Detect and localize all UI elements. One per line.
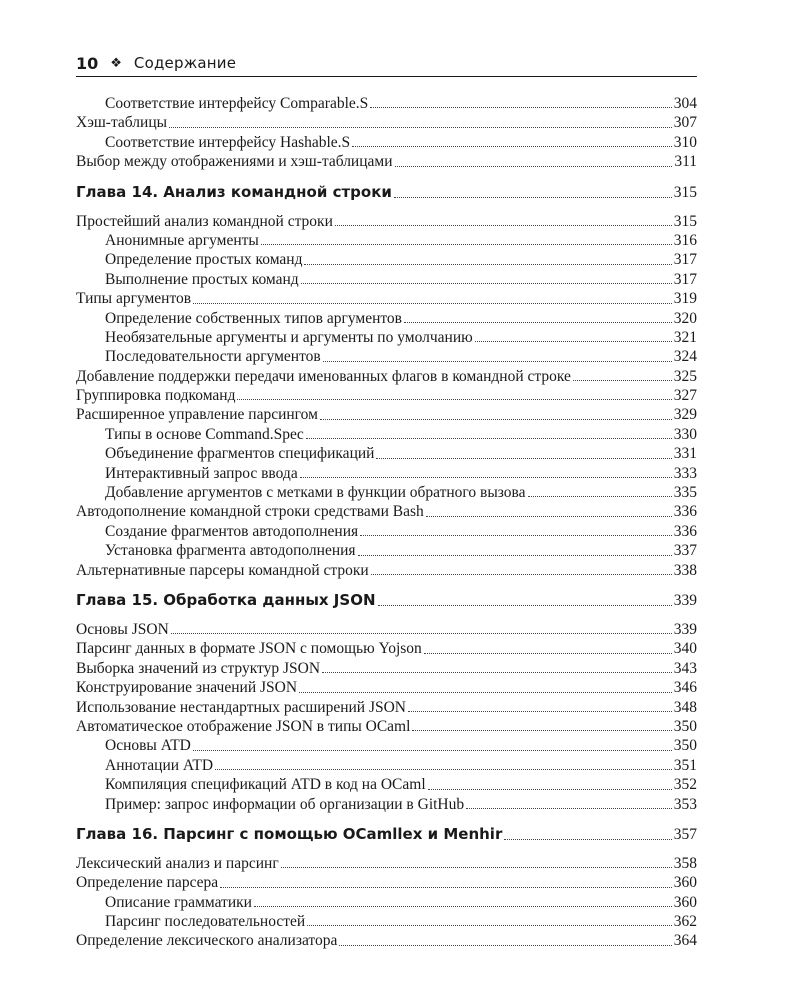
toc-entry-title: Глава 14. Анализ командной строки <box>76 182 392 201</box>
toc-section-entry <box>76 386 697 405</box>
toc-entry-title: Конструирование значений JSON <box>76 679 298 697</box>
toc-section-entry <box>76 405 697 424</box>
toc-entry-title: Типы аргументов <box>76 290 192 308</box>
toc-chapter-entry <box>76 181 697 203</box>
toc-entry-title: Соответствие интерфейсу Comparable.S <box>105 95 369 112</box>
toc-entry-title: Объединение фрагментов спецификаций <box>105 445 375 463</box>
toc-entry-page: 320 <box>673 309 697 327</box>
header-rule <box>76 76 697 77</box>
toc-entry-page: 310 <box>673 133 697 151</box>
toc-entry-title: Типы в основе Command.Spec <box>105 425 304 443</box>
toc-entry-page: 352 <box>673 776 697 794</box>
toc-entry-page: 324 <box>673 348 697 366</box>
toc-entry-title: Добавление аргументов с метками в функции обратного вызова <box>105 484 526 502</box>
toc-entry-page: 327 <box>673 387 697 405</box>
page-number: 10 <box>76 53 99 73</box>
toc-entry-page: 319 <box>673 290 697 308</box>
dot-leader <box>360 535 672 536</box>
toc-entry-title: Описание грамматики <box>105 893 252 911</box>
toc-entry-page: 339 <box>673 591 697 609</box>
toc-entry-title: Соответствие интерфейсу Hashable.S <box>105 133 351 151</box>
toc-entry-title: Альтернативные парсеры командной строки <box>76 561 369 579</box>
toc-section-entry <box>76 678 697 697</box>
toc-subsection-entry <box>76 231 697 250</box>
toc-entry-title: Расширенное управление парсингом <box>76 406 318 424</box>
toc-entry-page: 331 <box>673 445 697 463</box>
toc-subsection-entry <box>76 775 697 794</box>
dot-leader <box>370 107 671 108</box>
toc-section-entry <box>76 502 697 521</box>
toc-entry-title: Определение простых команд <box>105 251 303 269</box>
dot-leader <box>193 303 672 304</box>
toc-entry-page: 360 <box>673 874 697 892</box>
toc-section-entry <box>76 561 697 580</box>
toc-entry-page: 315 <box>673 212 697 230</box>
toc-entry-title: Группировка подкоманд <box>76 387 236 405</box>
toc-entry-page: 316 <box>673 231 697 249</box>
toc-entry-page: 325 <box>673 367 697 385</box>
toc-entry-title: Последовательности аргументов <box>105 348 321 366</box>
toc-entry-page: 311 <box>674 153 697 171</box>
dot-leader <box>426 516 672 517</box>
toc-entry-page: 337 <box>673 542 697 560</box>
toc-entry-title: Определение парсера <box>76 874 219 892</box>
toc-entry-title: Глава 16. Парсинг с помощью OCamllex и Menhir <box>76 824 503 843</box>
toc-entry-page: 336 <box>673 522 697 540</box>
toc-entry-title: Парсинг данных в формате JSON с помощью Yojson <box>76 640 422 658</box>
toc-subsection-entry <box>76 444 697 463</box>
toc-section-entry <box>76 212 697 231</box>
toc-section-entry <box>76 854 697 873</box>
dot-leader <box>378 605 672 606</box>
dot-leader <box>307 925 672 926</box>
toc-entry-page: 346 <box>673 679 697 697</box>
toc-section-entry <box>76 152 697 171</box>
toc-section-entry <box>76 659 697 678</box>
dot-leader <box>281 867 672 868</box>
toc-subsection-entry <box>76 522 697 541</box>
dot-leader <box>304 264 671 265</box>
toc-entry-page: 350 <box>673 717 697 735</box>
toc-section-entry <box>76 873 697 892</box>
dot-leader <box>220 887 672 888</box>
toc-entry-page: 362 <box>673 913 697 931</box>
toc-entry-title: Пример: запрос информации об организации в GitHub <box>105 795 465 813</box>
toc-entry-page: 357 <box>673 825 697 843</box>
toc-entry-title: Основы JSON <box>76 620 169 638</box>
dot-leader <box>504 839 671 840</box>
toc-entry-page: 330 <box>673 425 697 443</box>
toc-section-entry <box>76 367 697 386</box>
toc-section-entry <box>76 289 697 308</box>
toc-entry-page: 317 <box>673 270 697 288</box>
toc-chapter-entry <box>76 589 697 611</box>
dot-leader <box>466 808 672 809</box>
toc-entry-title: Добавление поддержки передачи именованных флагов в командной строке <box>76 367 571 385</box>
toc-entry-page: 340 <box>673 640 697 658</box>
toc-subsection-entry <box>76 893 697 912</box>
toc-subsection-entry <box>76 483 697 502</box>
toc-subsection-entry <box>76 250 697 269</box>
toc-section-entry <box>76 639 697 658</box>
dot-leader <box>573 380 672 381</box>
dot-leader <box>424 653 672 654</box>
dot-leader <box>335 225 672 226</box>
running-head-title: Содержание <box>133 54 237 72</box>
toc-entry-page: 343 <box>673 659 697 677</box>
dot-leader <box>358 555 672 556</box>
dot-leader <box>376 458 671 459</box>
dot-leader <box>395 166 673 167</box>
toc-subsection-entry <box>76 309 697 328</box>
dot-leader <box>215 769 672 770</box>
toc-entry-title: Парсинг последовательностей <box>105 913 306 931</box>
toc-entry-page: 335 <box>673 484 697 502</box>
dot-leader <box>306 438 672 439</box>
dot-leader <box>171 633 672 634</box>
toc-entry-page: 360 <box>673 893 697 911</box>
toc-entry-page: 315 <box>673 183 697 201</box>
dot-leader <box>408 711 672 712</box>
toc-entry-page: 329 <box>673 406 697 424</box>
toc-subsection-entry <box>76 94 697 113</box>
dot-leader <box>254 906 672 907</box>
dot-leader <box>300 477 672 478</box>
toc-entry-title: Выполнение простых команд <box>105 270 299 288</box>
toc-entry-title: Компиляция спецификаций ATD в код на OCaml <box>105 776 426 794</box>
toc-subsection-entry <box>76 328 697 347</box>
toc-entry-title: Определение лексического анализатора <box>76 932 338 950</box>
toc-entry-title: Интерактивный запрос ввода <box>105 464 298 482</box>
toc-entry-page: 336 <box>673 503 697 521</box>
toc-entry-page: 364 <box>673 932 697 950</box>
toc-entry-page: 351 <box>673 756 697 774</box>
toc-entry-page: 348 <box>673 698 697 716</box>
dot-leader <box>323 361 672 362</box>
dot-leader <box>322 672 672 673</box>
toc-subsection-entry <box>76 425 697 444</box>
toc-entry-page: 317 <box>673 251 697 269</box>
toc-section-entry <box>76 620 697 639</box>
toc-subsection-entry <box>76 347 697 366</box>
toc-entry-page: 307 <box>673 114 697 132</box>
dot-leader <box>301 283 672 284</box>
toc-section-entry <box>76 717 697 736</box>
toc-entry-title: Автоматическое отображение JSON в типы OCaml <box>76 717 411 735</box>
toc-section-entry <box>76 931 697 950</box>
dot-leader <box>352 146 672 147</box>
toc-entry-page: 353 <box>673 795 697 813</box>
toc-entry-page: 321 <box>673 328 697 346</box>
dot-leader <box>169 127 672 128</box>
toc-entry-title: Создание фрагментов автодополнения <box>105 522 359 540</box>
toc-entry-title: Аннотации ATD <box>105 756 214 774</box>
toc-entry-title: Использование нестандартных расширений JSON <box>76 698 407 716</box>
table-of-contents <box>76 94 697 951</box>
dot-leader <box>339 945 671 946</box>
toc-entry-page: 339 <box>673 620 697 638</box>
toc-entry-title: Хэш-таблицы <box>76 114 168 132</box>
toc-section-entry <box>76 113 697 132</box>
dot-leader <box>428 789 672 790</box>
toc-entry-page: 333 <box>673 464 697 482</box>
toc-subsection-entry <box>76 133 697 152</box>
toc-entry-title: Необязательные аргументы и аргументы по умолчанию <box>105 328 473 346</box>
toc-subsection-entry <box>76 270 697 289</box>
toc-entry-title: Основы ATD <box>105 737 191 755</box>
toc-entry-page: 358 <box>673 854 697 872</box>
toc-chapter-entry <box>76 823 697 845</box>
dot-leader <box>193 750 672 751</box>
dot-leader <box>320 419 672 420</box>
toc-entry-page: 338 <box>673 561 697 579</box>
toc-entry-page: 350 <box>673 737 697 755</box>
toc-subsection-entry <box>76 541 697 560</box>
toc-subsection-entry <box>76 464 697 483</box>
dot-leader <box>371 574 672 575</box>
dot-leader <box>404 322 672 323</box>
toc-entry-page: 304 <box>673 95 697 112</box>
dot-leader <box>528 496 672 497</box>
toc-entry-title: Лексический анализ и парсинг <box>76 854 279 872</box>
toc-entry-title: Анонимные аргументы <box>105 231 259 249</box>
toc-entry-title: Автодополнение командной строки средствами Bash <box>76 503 424 521</box>
toc-entry-title: Выбор между отображениями и хэш-таблицами <box>76 153 393 171</box>
dot-leader <box>394 197 672 198</box>
toc-entry-title: Определение собственных типов аргументов <box>105 309 403 327</box>
toc-entry-title: Простейший анализ командной строки <box>76 212 333 230</box>
toc-subsection-entry <box>76 736 697 755</box>
toc-entry-title: Выборка значений из структур JSON <box>76 659 321 677</box>
dot-leader <box>261 244 672 245</box>
diamond-ornament-icon: ❖ <box>110 55 122 71</box>
dot-leader <box>237 399 671 400</box>
toc-entry-title: Установка фрагмента автодополнения <box>105 542 356 560</box>
dot-leader <box>412 730 671 731</box>
toc-subsection-entry <box>76 756 697 775</box>
toc-section-entry <box>76 698 697 717</box>
toc-subsection-entry <box>76 912 697 931</box>
toc-subsection-entry <box>76 795 697 814</box>
toc-entry-title: Глава 15. Обработка данных JSON <box>76 590 376 609</box>
dot-leader <box>475 341 672 342</box>
page-header <box>76 52 697 74</box>
dot-leader <box>299 692 672 693</box>
